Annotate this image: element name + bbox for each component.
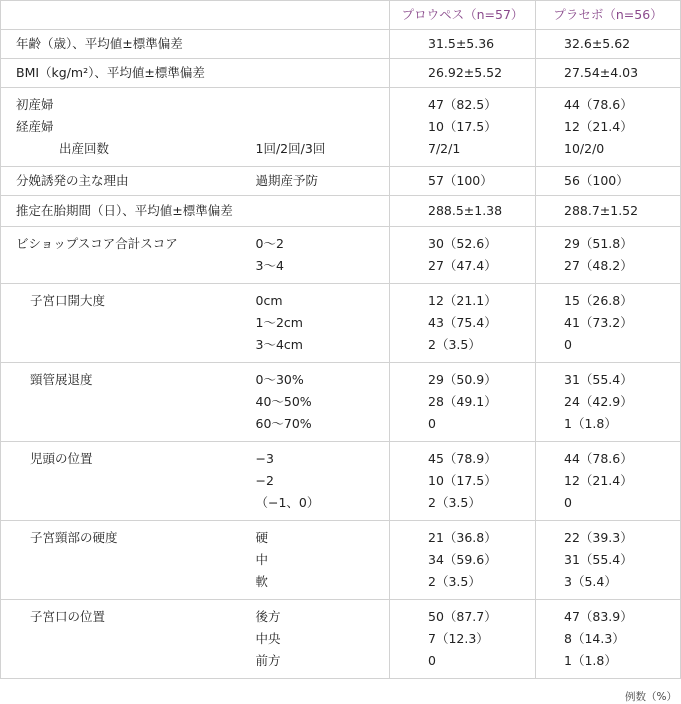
prowpes-value-cell <box>390 167 536 196</box>
prowpes-value: 0 <box>428 653 436 668</box>
row-sublabel: 40～50% <box>255 394 312 409</box>
table-row <box>1 600 681 679</box>
prowpes-value: 45（78.9） <box>428 451 497 466</box>
row-label-cell <box>1 521 246 600</box>
row-sublabel <box>246 30 390 58</box>
row-sublabel: 前方 <box>255 653 281 668</box>
row-sublabel: 60～70% <box>255 416 312 431</box>
placebo-value: 10/2/0 <box>564 141 605 156</box>
row-label: 年齢（歳）、平均値±標準偏差 <box>16 36 183 51</box>
row-label: 子宮口の位置 <box>30 609 106 624</box>
placebo-value: 12（21.4） <box>564 119 633 134</box>
placebo-value-cell <box>536 30 681 59</box>
row-sublabel-cell <box>246 363 390 442</box>
prowpes-value-cell <box>390 284 536 363</box>
prowpes-value: 0 <box>428 416 436 431</box>
table-row <box>1 59 681 88</box>
placebo-value: 1（1.8） <box>564 653 617 668</box>
prowpes-value: 28（49.1） <box>428 394 497 409</box>
placebo-value: 15（26.8） <box>564 293 633 308</box>
row-sublabel: 3～4cm <box>255 337 303 352</box>
row-sublabel: 中 <box>255 552 269 567</box>
prowpes-value-cell <box>390 363 536 442</box>
row-sublabel <box>246 59 390 87</box>
prowpes-value: 47（82.5） <box>428 97 497 112</box>
table-row <box>1 196 681 227</box>
placebo-value: 12（21.4） <box>564 473 633 488</box>
prowpes-value: 30（52.6） <box>428 236 497 251</box>
placebo-value: 24（42.9） <box>564 394 633 409</box>
header-row <box>1 1 681 30</box>
table-row <box>1 30 681 59</box>
prowpes-value: 10（17.5） <box>428 119 497 134</box>
row-label-cell <box>1 227 246 284</box>
prowpes-value: 27（47.4） <box>428 258 497 273</box>
placebo-value: 27.54±4.03 <box>564 65 639 80</box>
row-sublabel-cell <box>246 88 390 167</box>
placebo-value: 32.6±5.62 <box>564 36 631 51</box>
placebo-value: 44（78.6） <box>564 451 633 466</box>
header-blank-sub <box>246 1 390 30</box>
row-sublabel-cell <box>246 442 390 521</box>
prowpes-value-cell <box>390 227 536 284</box>
row-sublabel: 0cm <box>255 293 283 308</box>
row-sublabel: 0～30% <box>255 372 304 387</box>
prowpes-value-cell <box>390 30 536 59</box>
row-label-cell <box>1 59 246 88</box>
placebo-value-cell <box>536 227 681 284</box>
footer-note: 例数（%） <box>625 691 677 703</box>
row-label: 分娩誘発の主な理由 <box>16 173 129 188</box>
placebo-value: 3（5.4） <box>564 574 617 589</box>
row-sublabel: −2 <box>255 473 274 488</box>
table-row <box>1 167 681 196</box>
prowpes-value: 288.5±1.38 <box>428 203 503 218</box>
row-sublabel-cell <box>246 196 390 227</box>
row-label-cell <box>1 363 246 442</box>
prowpes-value-cell <box>390 196 536 227</box>
row-sublabel: 後方 <box>255 609 281 624</box>
row-label-cell <box>1 600 246 679</box>
row-sublabel: 3～4 <box>255 258 284 273</box>
prowpes-value: 34（59.6） <box>428 552 497 567</box>
placebo-value: 44（78.6） <box>564 97 633 112</box>
table-row <box>1 284 681 363</box>
placebo-value: 47（83.9） <box>564 609 633 624</box>
table-row <box>1 521 681 600</box>
table-row <box>1 227 681 284</box>
placebo-value-cell <box>536 167 681 196</box>
row-sublabel-cell <box>246 167 390 196</box>
placebo-value: 29（51.8） <box>564 236 633 251</box>
placebo-value: 31（55.4） <box>564 552 633 567</box>
row-label-cell <box>1 284 246 363</box>
prowpes-value-cell <box>390 59 536 88</box>
row-label-cell <box>1 167 246 196</box>
placebo-value-cell <box>536 284 681 363</box>
placebo-value: 8（14.3） <box>564 631 625 646</box>
prowpes-value: 57（100） <box>428 173 493 188</box>
row-sublabel: 過期産予防 <box>255 173 319 188</box>
prowpes-value: 7/2/1 <box>428 141 461 156</box>
row-sublabel <box>246 94 390 116</box>
row-label-cell <box>1 196 246 227</box>
row-sublabel <box>246 196 390 226</box>
placebo-value-cell <box>536 59 681 88</box>
row-sublabel-cell <box>246 59 390 88</box>
placebo-value: 22（39.3） <box>564 530 633 545</box>
placebo-value-cell <box>536 442 681 521</box>
row-sublabel: 中央 <box>255 631 281 646</box>
row-sublabel-cell <box>246 521 390 600</box>
prowpes-value: 10（17.5） <box>428 473 497 488</box>
prowpes-value: 50（87.7） <box>428 609 497 624</box>
row-label: 児頭の位置 <box>30 451 93 466</box>
row-sublabel: 0～2 <box>255 236 284 251</box>
table-row <box>1 363 681 442</box>
header-placebo: プラセボ（n=56） <box>536 1 681 30</box>
placebo-value: 41（73.2） <box>564 315 633 330</box>
prowpes-value-cell <box>390 442 536 521</box>
placebo-value: 0 <box>564 495 572 510</box>
row-sublabel-cell <box>246 284 390 363</box>
row-label: 子宮頸部の硬度 <box>30 530 118 545</box>
prowpes-value: 29（50.9） <box>428 372 497 387</box>
placebo-value: 288.7±1.52 <box>564 203 639 218</box>
placebo-value: 0 <box>564 337 572 352</box>
placebo-value: 27（48.2） <box>564 258 633 273</box>
placebo-value-cell <box>536 521 681 600</box>
placebo-value-cell <box>536 600 681 679</box>
row-label: 初産婦 <box>16 97 54 112</box>
header-blank <box>1 1 246 30</box>
prowpes-value: 43（75.4） <box>428 315 497 330</box>
prowpes-value-cell <box>390 88 536 167</box>
row-label: 経産婦 <box>16 119 54 134</box>
row-sublabel: 1回/2回/3回 <box>255 141 326 156</box>
header-prowpes: プロウペス（n=57） <box>390 1 536 30</box>
placebo-value: 1（1.8） <box>564 416 617 431</box>
prowpes-value: 2（3.5） <box>428 574 481 589</box>
row-sublabel: 1～2cm <box>255 315 303 330</box>
prowpes-value-cell <box>390 521 536 600</box>
row-label: 推定在胎期間（日）、平均値±標準偏差 <box>16 203 233 218</box>
row-sublabel <box>246 116 390 138</box>
placebo-value: 31（55.4） <box>564 372 633 387</box>
row-label-cell <box>1 30 246 59</box>
row-label-cell <box>1 442 246 521</box>
prowpes-value: 26.92±5.52 <box>428 65 503 80</box>
row-label: ビショップスコア合計スコア <box>16 236 178 251</box>
row-label: 子宮口開大度 <box>30 293 106 308</box>
row-sublabel: 硬 <box>255 530 269 545</box>
row-sublabel: （−1、0） <box>255 495 320 510</box>
placebo-value-cell <box>536 363 681 442</box>
row-sublabel-cell <box>246 227 390 284</box>
row-label: 出産回数 <box>59 141 110 156</box>
placebo-value-cell <box>536 88 681 167</box>
prowpes-value: 31.5±5.36 <box>428 36 495 51</box>
row-sublabel: 軟 <box>255 574 269 589</box>
prowpes-value-cell <box>390 600 536 679</box>
table-row <box>1 442 681 521</box>
prowpes-value: 2（3.5） <box>428 337 481 352</box>
placebo-value-cell <box>536 196 681 227</box>
prowpes-value: 7（12.3） <box>428 631 489 646</box>
placebo-value: 56（100） <box>564 173 629 188</box>
row-label: 頸管展退度 <box>30 372 93 387</box>
prowpes-value: 2（3.5） <box>428 495 481 510</box>
row-sublabel: −3 <box>255 451 274 466</box>
row-sublabel-cell <box>246 600 390 679</box>
prowpes-value: 12（21.1） <box>428 293 497 308</box>
row-label: BMI（kg/m²）、平均値±標準偏差 <box>16 65 205 80</box>
row-label-cell <box>1 88 246 167</box>
row-sublabel-cell <box>246 30 390 59</box>
table-row <box>1 88 681 167</box>
prowpes-value: 21（36.8） <box>428 530 497 545</box>
